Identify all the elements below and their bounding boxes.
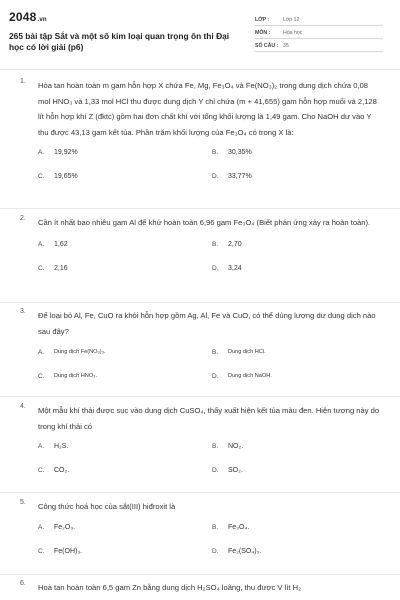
meta-value: Lớp 12 bbox=[283, 16, 300, 23]
option-a[interactable] bbox=[38, 238, 68, 252]
question-1 bbox=[20, 78, 380, 193]
meta-row-subject bbox=[255, 27, 383, 39]
question-6 bbox=[20, 580, 380, 596]
question-5 bbox=[20, 499, 380, 569]
option-text: H₂S. bbox=[54, 442, 69, 450]
options-grid bbox=[38, 521, 380, 569]
site-logo[interactable] bbox=[9, 10, 47, 24]
option-text: NO₂. bbox=[228, 442, 244, 450]
meta-label: SỐ CÂU : bbox=[255, 42, 279, 49]
question-divider bbox=[0, 302, 400, 303]
option-d[interactable] bbox=[212, 169, 252, 183]
option-text: 33,77% bbox=[228, 172, 252, 180]
option-c[interactable] bbox=[38, 545, 82, 559]
option-c[interactable] bbox=[38, 463, 69, 477]
question-divider bbox=[0, 492, 400, 493]
option-label: D. bbox=[212, 548, 219, 555]
meta-value: 35 bbox=[283, 42, 289, 49]
question-number: 2. bbox=[20, 215, 26, 222]
option-text: CO₂. bbox=[54, 466, 70, 474]
question-text: Công thức hoá học của sắt(III) hiđroxit là bbox=[38, 502, 176, 511]
question-text: Một mẫu khí thải được sục vào dung dịch CuSO₄, thấy xuất hiện kết tủa màu đen. Hiện tượng này do trong khí thải có bbox=[38, 406, 380, 431]
option-label: B. bbox=[212, 148, 219, 156]
option-b[interactable] bbox=[212, 145, 252, 159]
option-label: D. bbox=[212, 466, 219, 474]
option-text: 2,16 bbox=[54, 265, 68, 272]
option-d[interactable] bbox=[212, 545, 261, 559]
option-d[interactable] bbox=[212, 463, 243, 477]
logo-main: 2048 bbox=[9, 10, 37, 24]
meta-value: Hóa học bbox=[283, 29, 303, 36]
option-text: SO₂. bbox=[228, 466, 243, 474]
options-grid bbox=[38, 345, 380, 393]
question-number: 5. bbox=[20, 499, 26, 506]
option-c[interactable] bbox=[38, 169, 78, 183]
option-b[interactable] bbox=[212, 345, 266, 359]
question-divider bbox=[0, 208, 400, 209]
option-d[interactable] bbox=[212, 262, 242, 276]
question-3 bbox=[20, 308, 380, 393]
meta-label: MÔN : bbox=[255, 29, 271, 36]
option-text: Dung dịch NaOH. bbox=[228, 373, 272, 379]
meta-label: LỚP : bbox=[255, 16, 270, 23]
option-label: B. bbox=[212, 348, 219, 356]
option-label: A. bbox=[38, 442, 45, 450]
option-label: C. bbox=[38, 172, 45, 180]
options-grid bbox=[38, 145, 380, 193]
question-text: Để loại bỏ Al, Fe, CuO ra khỏi hỗn hợp gồm Ag, Al, Fe và CuO, có thể dùng lượng dư dung dịch nào sau đây? bbox=[38, 311, 376, 336]
meta-table bbox=[255, 14, 383, 53]
question-number: 4. bbox=[20, 403, 26, 410]
option-b[interactable] bbox=[212, 238, 242, 252]
option-label: A. bbox=[38, 524, 45, 531]
option-label: A. bbox=[38, 241, 45, 248]
option-text: 2,70 bbox=[228, 241, 242, 248]
option-label: C. bbox=[38, 265, 45, 272]
question-text: Hòa tan hoàn toàn m gam hỗn hợp X chứa Fe, Mg, Fe₃O₄ và Fe(NO₃)₂ trong dung dịch chứa 0,08 mol HNO₃ và 1,33 mol HCl thu được dung dịch Y chỉ chứa (m + 41,655) gam hỗn hợp muối và 2,128 lít hỗn hợp khí Z (đktc) gồm hai đơn chất khí với tổng khối lượng là 1,49 gam. Cho NaOH dư vào Y thu được 43,13 gam kết tủa. Phần trăm khối lượng của Fe₃O₄ có trong X là: bbox=[38, 81, 377, 137]
option-text: Fe(OH)₃. bbox=[54, 548, 83, 555]
option-text: Dung dịch HNO₃. bbox=[54, 373, 98, 379]
option-label: C. bbox=[38, 372, 45, 380]
document-header bbox=[0, 0, 400, 60]
option-text: 30,35% bbox=[228, 148, 252, 156]
option-b[interactable] bbox=[212, 521, 249, 535]
question-number: 1. bbox=[20, 78, 26, 85]
question-number: 3. bbox=[20, 308, 26, 315]
meta-row-class bbox=[255, 14, 383, 26]
option-label: D. bbox=[212, 172, 219, 180]
option-label: B. bbox=[212, 241, 219, 248]
option-text: Dung dịch HCl. bbox=[228, 349, 266, 355]
question-divider bbox=[0, 574, 400, 575]
meta-row-count bbox=[255, 40, 383, 52]
question-number: 6. bbox=[20, 580, 26, 587]
question-4 bbox=[20, 403, 380, 487]
header-divider bbox=[0, 69, 400, 70]
option-label: D. bbox=[212, 265, 219, 272]
option-text: 19,92% bbox=[54, 148, 78, 156]
option-text: Fe₂O₃. bbox=[54, 524, 76, 531]
option-text: Dung dịch Fe(NO₃)₃. bbox=[54, 349, 106, 355]
option-text: Fe₂(SO₄)₃. bbox=[228, 548, 262, 555]
option-a[interactable] bbox=[38, 521, 75, 535]
option-text: 3,24 bbox=[228, 265, 242, 272]
option-label: A. bbox=[38, 148, 45, 156]
option-label: B. bbox=[212, 442, 219, 450]
option-label: C. bbox=[38, 548, 45, 555]
option-label: C. bbox=[38, 466, 45, 474]
document-title: 265 bài tập Sắt và một số kim loại quan trọng ôn thi Đại học có lời giải (p6) bbox=[9, 31, 230, 52]
option-c[interactable] bbox=[38, 369, 97, 383]
option-a[interactable] bbox=[38, 345, 106, 359]
question-text: Hoà tan hoàn toàn 6,5 gam Zn bằng dung dịch H₂SO₄ loãng, thu được V lít H₂ bbox=[38, 583, 302, 592]
options-grid bbox=[38, 439, 380, 487]
option-label: B. bbox=[212, 524, 219, 531]
question-2 bbox=[20, 215, 380, 286]
option-label: D. bbox=[212, 372, 219, 380]
question-text: Cần ít nhất bao nhiêu gam Al để khử hoàn toàn 6,96 gam Fe₃O₄ (Biết phản ứng xảy ra hoàn toàn). bbox=[38, 218, 371, 227]
option-text: Fe₃O₄. bbox=[228, 524, 250, 531]
options-grid bbox=[38, 238, 380, 286]
option-text: 1,62 bbox=[54, 241, 68, 248]
option-label: A. bbox=[38, 348, 45, 356]
option-text: 19,65% bbox=[54, 172, 78, 180]
question-divider bbox=[0, 396, 400, 397]
logo-sub: .vn bbox=[37, 17, 47, 23]
option-c[interactable] bbox=[38, 262, 68, 276]
option-a[interactable] bbox=[38, 145, 78, 159]
option-b[interactable] bbox=[212, 439, 243, 453]
option-d[interactable] bbox=[212, 369, 272, 383]
option-a[interactable] bbox=[38, 439, 68, 453]
